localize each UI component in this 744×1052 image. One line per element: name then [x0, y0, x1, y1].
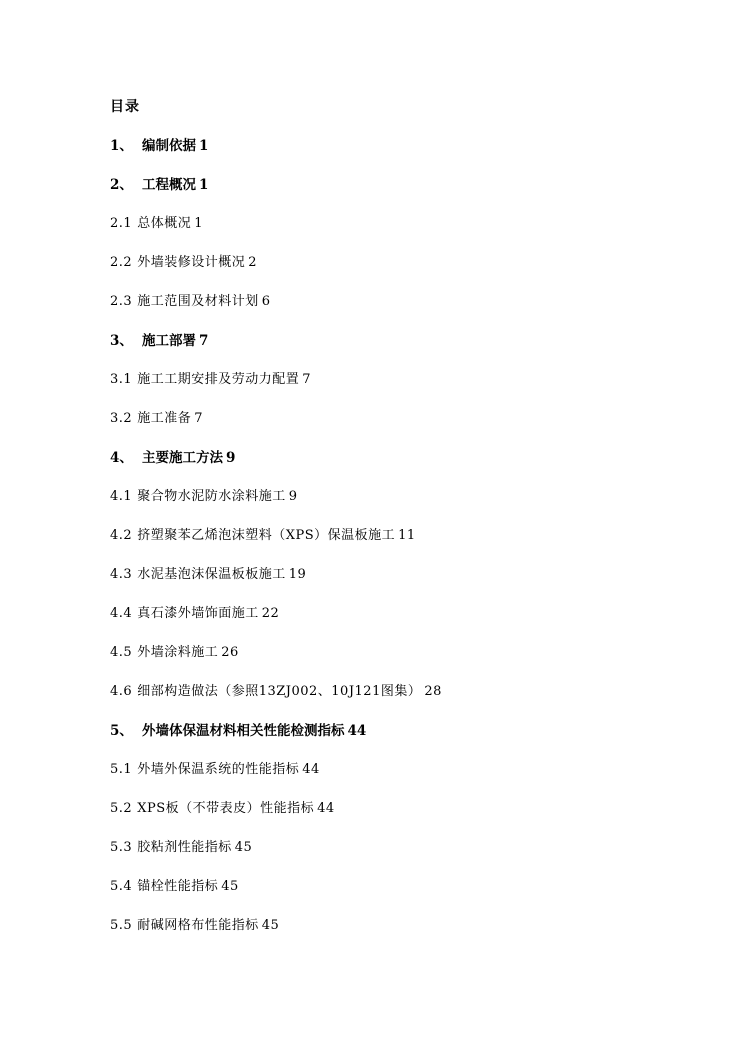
toc-entry-number: 4.4: [110, 606, 133, 621]
toc-entry-number: 5.3: [110, 840, 133, 855]
toc-entry[interactable]: [110, 254, 670, 293]
toc-entry[interactable]: [110, 839, 670, 878]
toc-entry-number: 1、: [110, 138, 133, 154]
toc-entry[interactable]: [110, 917, 670, 956]
toc-entry-text: 细部构造做法（参照13ZJ002、10J121图集）: [137, 684, 422, 699]
toc-entry-text: 挤塑聚苯乙烯泡沫塑料（XPS）保温板施工: [137, 528, 396, 543]
toc-entry-page-number: 1: [199, 138, 209, 154]
toc-entry[interactable]: [110, 410, 670, 449]
toc-entry-text: 施工部署: [142, 333, 196, 349]
toc-entry-number: 4.1: [110, 489, 133, 504]
toc-entry-text: 施工准备: [137, 411, 192, 426]
toc-entry-text: 外墙装修设计概况: [137, 255, 246, 270]
toc-entry-page-number: 7: [199, 333, 209, 349]
toc-entry-number: 4.6: [110, 684, 133, 699]
toc-entry-number: 3、: [110, 333, 133, 349]
toc-entry[interactable]: [110, 176, 670, 215]
toc-entry[interactable]: [110, 332, 670, 371]
toc-entry-page-number: 1: [199, 177, 209, 193]
toc-entry-page-number: 1: [194, 216, 203, 231]
toc-entry-number: 2.3: [110, 294, 133, 309]
toc-entry-page-number: 11: [398, 528, 416, 543]
toc-entry-number: 3.2: [110, 411, 133, 426]
toc-entry[interactable]: [110, 878, 670, 917]
toc-entry-number: 5.2: [110, 801, 133, 816]
toc-entry-text: 施工范围及材料计划: [137, 294, 259, 309]
toc-entry-page-number: 7: [194, 411, 203, 426]
toc-entry-text: XPS板（不带表皮）性能指标: [137, 801, 315, 816]
toc-entry-text: 外墙外保温系统的性能指标: [137, 762, 300, 777]
toc-entry[interactable]: [110, 527, 670, 566]
toc-entry-number: 2.1: [110, 216, 133, 231]
toc-entry[interactable]: [110, 137, 670, 176]
toc-entry[interactable]: [110, 722, 670, 761]
toc-entry-text: 总体概况: [137, 216, 192, 231]
toc-entry[interactable]: [110, 761, 670, 800]
toc-entry-page-number: 44: [317, 801, 335, 816]
toc-entry-text: 编制依据: [142, 138, 196, 154]
toc-entry-page-number: 7: [302, 372, 311, 387]
toc-entry-text: 聚合物水泥防水涂料施工: [137, 489, 286, 504]
toc-entry-text: 主要施工方法: [142, 450, 223, 466]
toc-entry-page-number: 9: [226, 450, 236, 466]
toc-entry-page-number: 2: [248, 255, 257, 270]
toc-entry-number: 3.1: [110, 372, 133, 387]
toc-entry[interactable]: [110, 293, 670, 332]
toc-entry[interactable]: [110, 215, 670, 254]
toc-entry[interactable]: [110, 449, 670, 488]
toc-entry[interactable]: [110, 644, 670, 683]
toc-entry-number: 5.4: [110, 879, 133, 894]
toc-entry-page-number: 44: [347, 723, 367, 739]
toc-entry-text: 工程概况: [142, 177, 196, 193]
toc-entry[interactable]: [110, 371, 670, 410]
toc-entry-text: 真石漆外墙饰面施工: [137, 606, 259, 621]
toc-entry-number: 5、: [110, 723, 133, 739]
toc-entry-number: 5.1: [110, 762, 133, 777]
toc-entry-number: 2.2: [110, 255, 133, 270]
toc-list: [110, 137, 670, 956]
toc-entry-number: 4.3: [110, 567, 133, 582]
toc-entry-number: 4.2: [110, 528, 133, 543]
toc-entry-text: 水泥基泡沫保温板板施工: [137, 567, 286, 582]
toc-entry-page-number: 45: [234, 840, 253, 855]
toc-entry-text: 外墙体保温材料相关性能检测指标: [142, 723, 345, 739]
toc-entry-text: 耐碱网格布性能指标: [137, 918, 259, 933]
toc-entry-number: 5.5: [110, 918, 133, 933]
toc-entry-page-number: 26: [221, 645, 239, 660]
toc-entry-text: 胶粘剂性能指标: [137, 840, 232, 855]
toc-entry-number: 4.5: [110, 645, 133, 660]
toc-entry-page-number: 22: [261, 606, 280, 621]
toc-entry[interactable]: [110, 566, 670, 605]
toc-entry-page-number: 44: [302, 762, 320, 777]
toc-entry-page-number: 19: [288, 567, 307, 582]
toc-entry[interactable]: [110, 488, 670, 527]
toc-entry-page-number: 45: [221, 879, 239, 894]
toc-entry-page-number: 45: [261, 918, 280, 933]
toc-entry[interactable]: [110, 800, 670, 839]
toc-entry-text: 施工工期安排及劳动力配置: [137, 372, 300, 387]
toc-entry-page-number: 28: [424, 684, 442, 699]
toc-entry-number: 2、: [110, 177, 133, 193]
toc-entry-page-number: 9: [288, 489, 298, 504]
toc-entry-page-number: 6: [261, 294, 271, 309]
toc-entry-text: 外墙涂料施工: [137, 645, 219, 660]
toc-title: 目录: [110, 99, 140, 115]
toc-entry[interactable]: [110, 605, 670, 644]
toc-entry-text: 锚栓性能指标: [137, 879, 219, 894]
toc-entry-number: 4、: [110, 450, 133, 466]
toc-entry[interactable]: [110, 683, 670, 722]
